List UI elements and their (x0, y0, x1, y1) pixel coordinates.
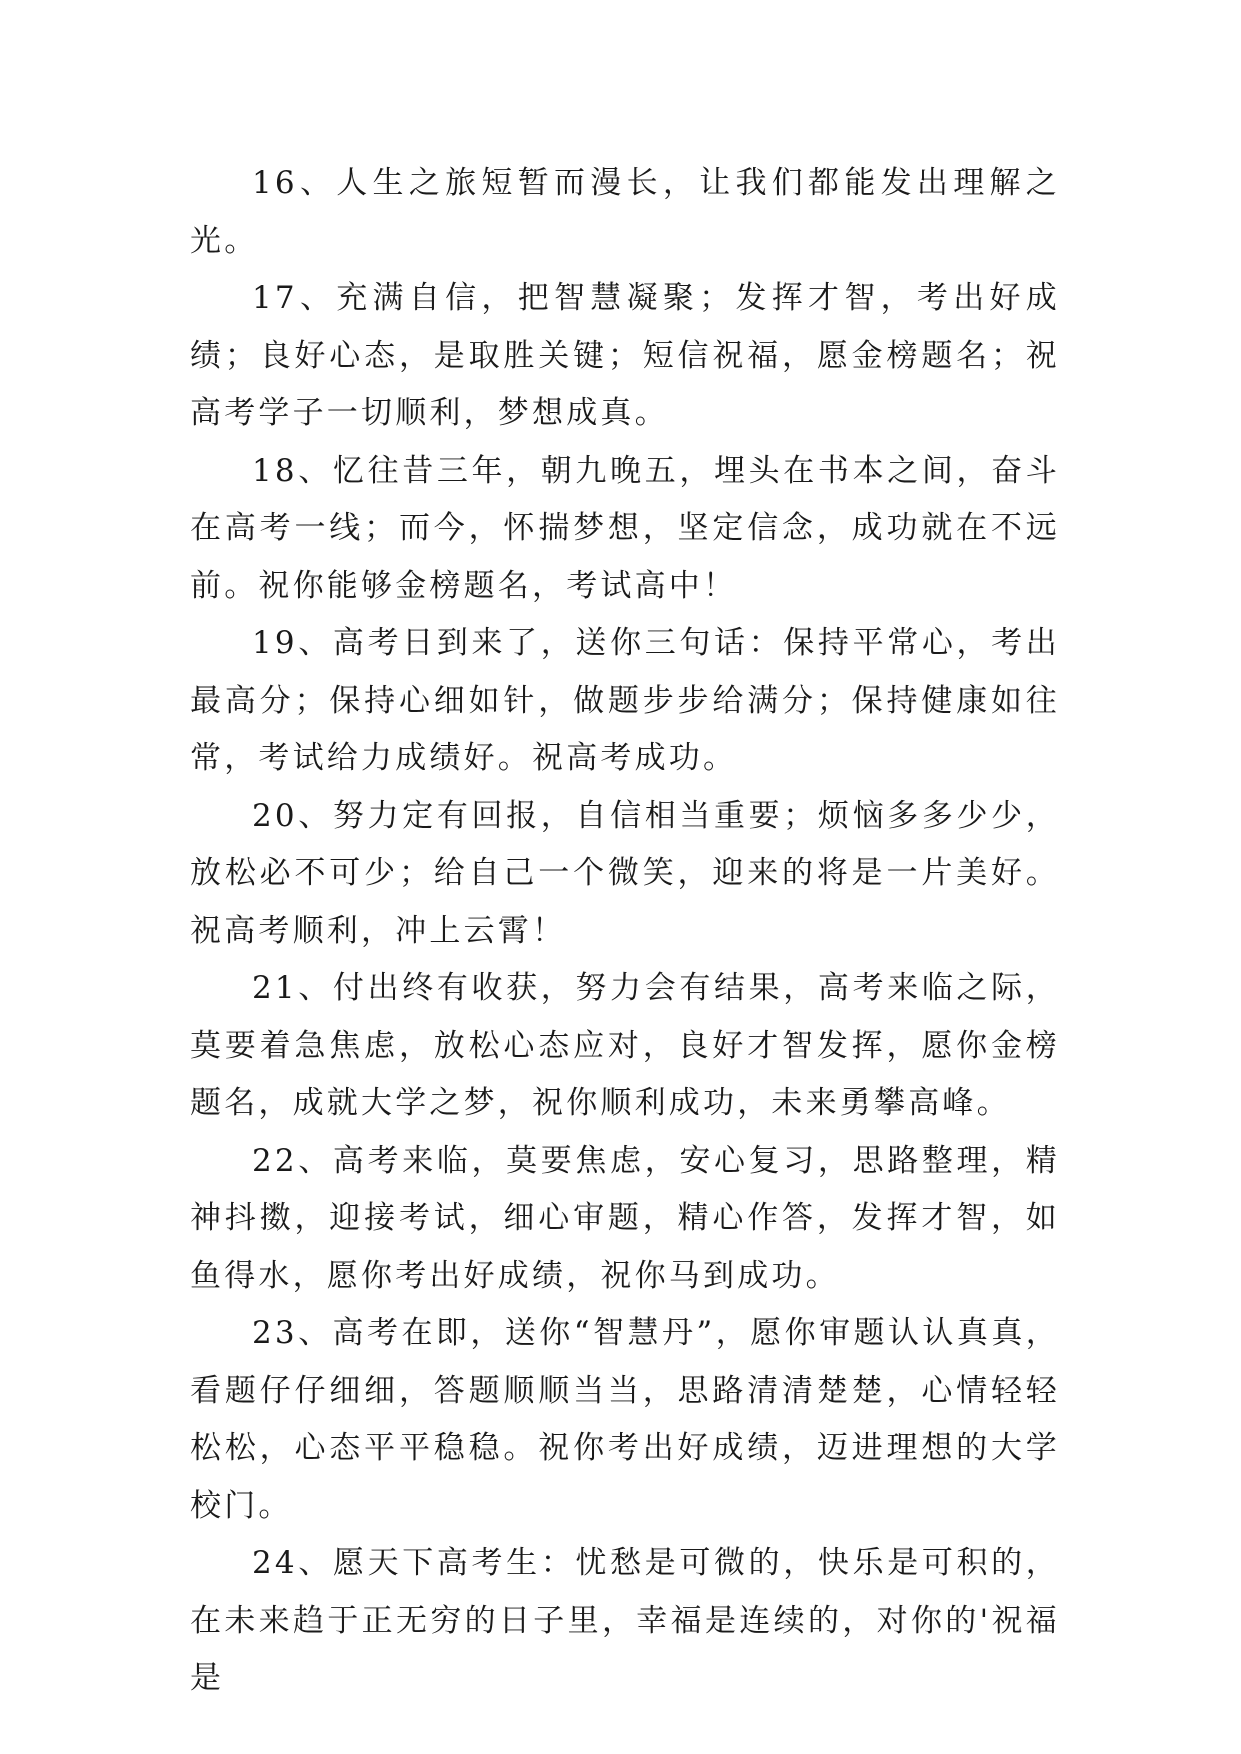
paragraph-20: 20、努力定有回报，自信相当重要；烦恼多多少少，放松必不可少；给自己一个微笑，迎来的将是一片美好。祝高考顺利，冲上云霄！ (190, 797, 1060, 949)
paragraph-23: 23、高考在即，送你“智慧丹”，愿你审题认认真真，看题仔仔细细，答题顺顺当当，思路清清楚楚，心情轻轻松松，心态平平稳稳。祝你考出好成绩，迈进理想的大学校门。 (190, 1315, 1060, 1524)
paragraph-22: 22、高考来临，莫要焦虑，安心复习，思路整理，精神抖擞，迎接考试，细心审题，精心作答，发挥才智，如鱼得水，愿你考出好成绩，祝你马到成功。 (190, 1142, 1060, 1294)
document-body (190, 155, 1060, 1708)
paragraph-17: 17、充满自信，把智慧凝聚；发挥才智，考出好成绩；良好心态，是取胜关键；短信祝福，愿金榜题名；祝高考学子一切顺利，梦想成真。 (190, 280, 1060, 431)
paragraph-18: 18、忆往昔三年，朝九晚五，埋头在书本之间，奋斗在高考一线；而今，怀揣梦想，坚定信念，成功就在不远前。祝你能够金榜题名，考试高中！ (190, 452, 1060, 604)
paragraph-16: 16、人生之旅短暂而漫长，让我们都能发出理解之光。 (190, 165, 1060, 259)
paragraph-24: 24、愿天下高考生：忧愁是可微的，快乐是可积的，在未来趋于正无穷的日子里，幸福是连续的，对你的'祝福是 (190, 1545, 1060, 1696)
paragraph-19: 19、高考日到来了，送你三句话：保持平常心，考出最高分；保持心细如针，做题步步给满分；保持健康如往常，考试给力成绩好。祝高考成功。 (190, 625, 1060, 776)
paragraph-21: 21、付出终有收获，努力会有结果，高考来临之际，莫要着急焦虑，放松心态应对，良好才智发挥，愿你金榜题名，成就大学之梦，祝你顺利成功，未来勇攀高峰。 (190, 970, 1060, 1121)
